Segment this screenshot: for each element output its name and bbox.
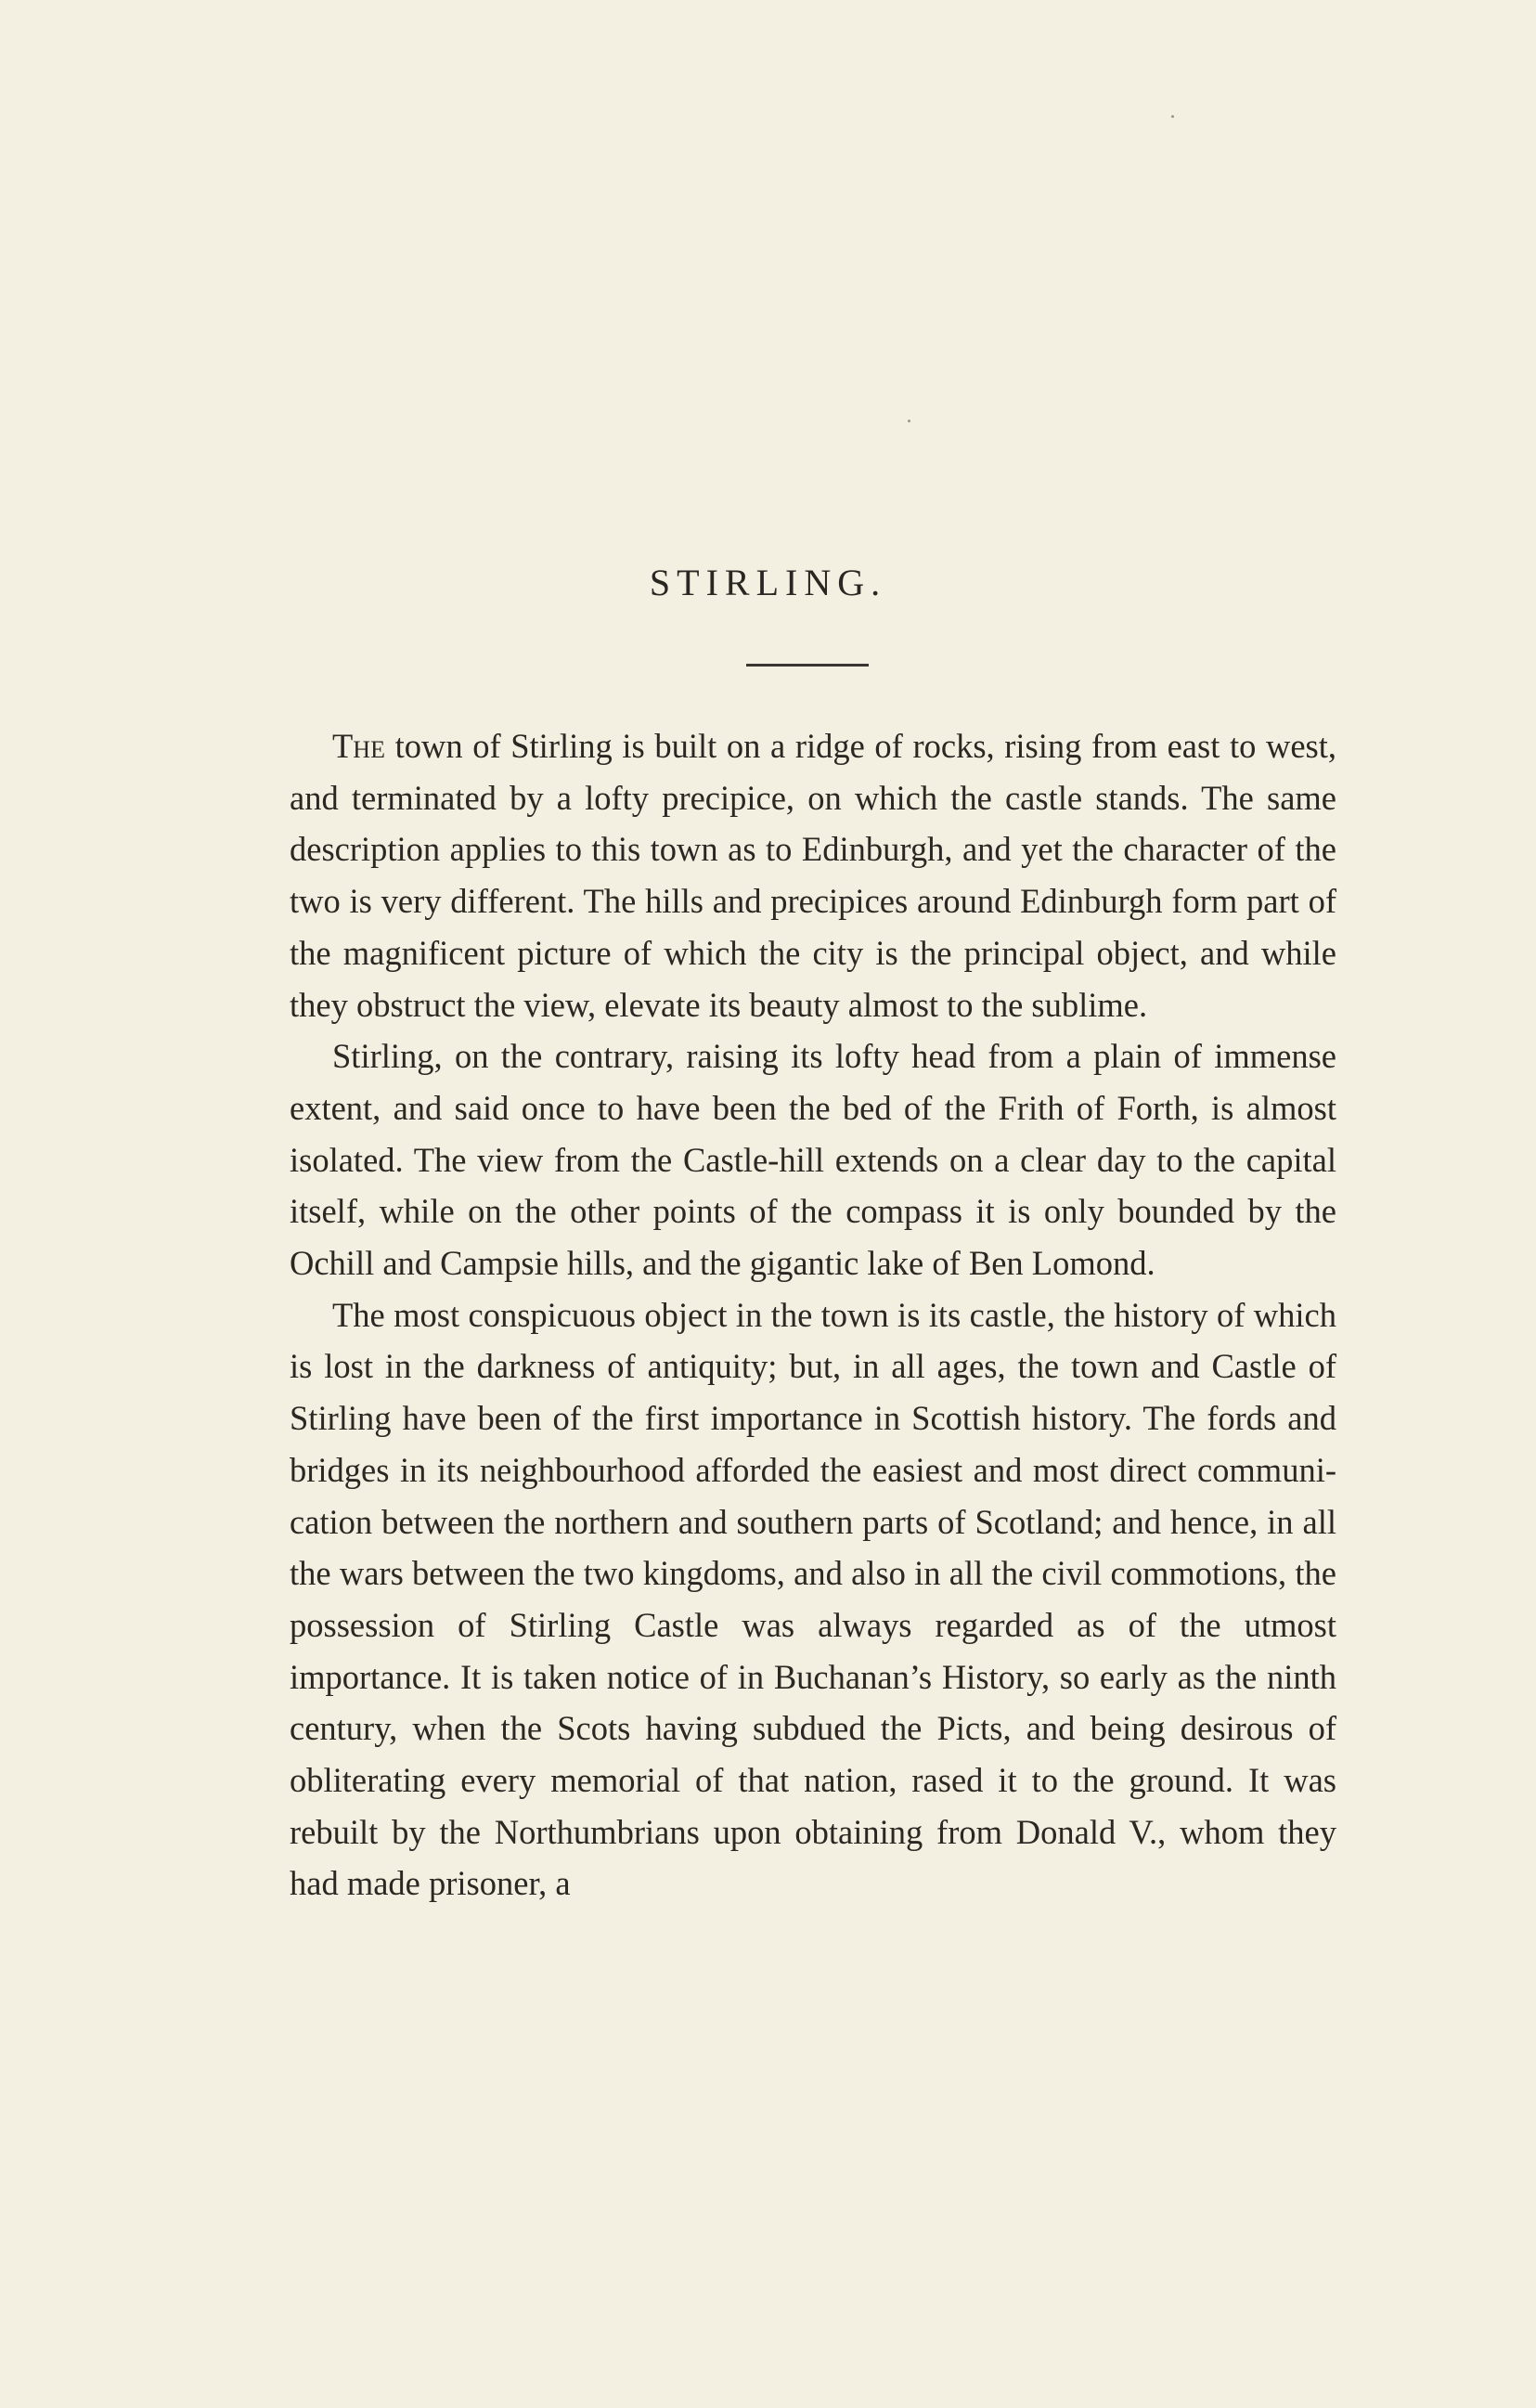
chapter-title: STIRLING.	[649, 562, 887, 603]
paper-speck	[1171, 115, 1174, 118]
paragraph	[290, 1289, 1336, 1910]
paragraph-lead: The	[332, 727, 385, 765]
paragraph-text: town of Stirling is built on a ridge of rocks, rising from east to west, and terminated by a lofty precipice, on which the castle stands. The same description applies to this town as to Edinburgh, and yet the character of the two is very different. The hills and precipices around Edinburgh form part of the magnificent picture of which the city is the principal object, and while they obstruct the view, elevate its beauty almost to the sublime.	[290, 727, 1336, 1024]
title-rule	[746, 664, 869, 667]
body-text	[290, 720, 1336, 1910]
paragraph	[290, 1030, 1336, 1289]
paragraph-text: Stirling, on the contrary, raising its lofty head from a plain of immense extent, and said once to have been the bed of the Frith of Forth, is almost isolated. The view from the Castle-hill extends on a clear day to the capital itself, while on the other points of the compass it is only bounded by the Ochill and Campsie hills, and the gigantic lake of Ben Lomond.	[290, 1037, 1336, 1283]
paragraph	[290, 720, 1336, 1030]
paper-speck	[908, 420, 910, 422]
paragraph-text: The most conspicuous object in the town is its castle, the history of which is lost in the darkness of antiquity; but, in all ages, the town and Castle of Stirling have been of the first importance in Scottish history. The fords and bridges in its neighbourhood afforded the easiest and most direct communication between the northern and southern parts of Scotland; and hence, in all the wars between the two kingdoms, and also in all the civil commotions, the possession of Stirling Castle was always regarded as of the utmost importance. It is taken notice of in Buchanan’s History, so early as the ninth century, when the Scots having subdued the Picts, and being desirous of obliterating every memorial of that nation, rased it to the ground. It was rebuilt by the Northumbrians upon obtaining from Donald V., whom they had made prisoner, a	[290, 1295, 1336, 1903]
